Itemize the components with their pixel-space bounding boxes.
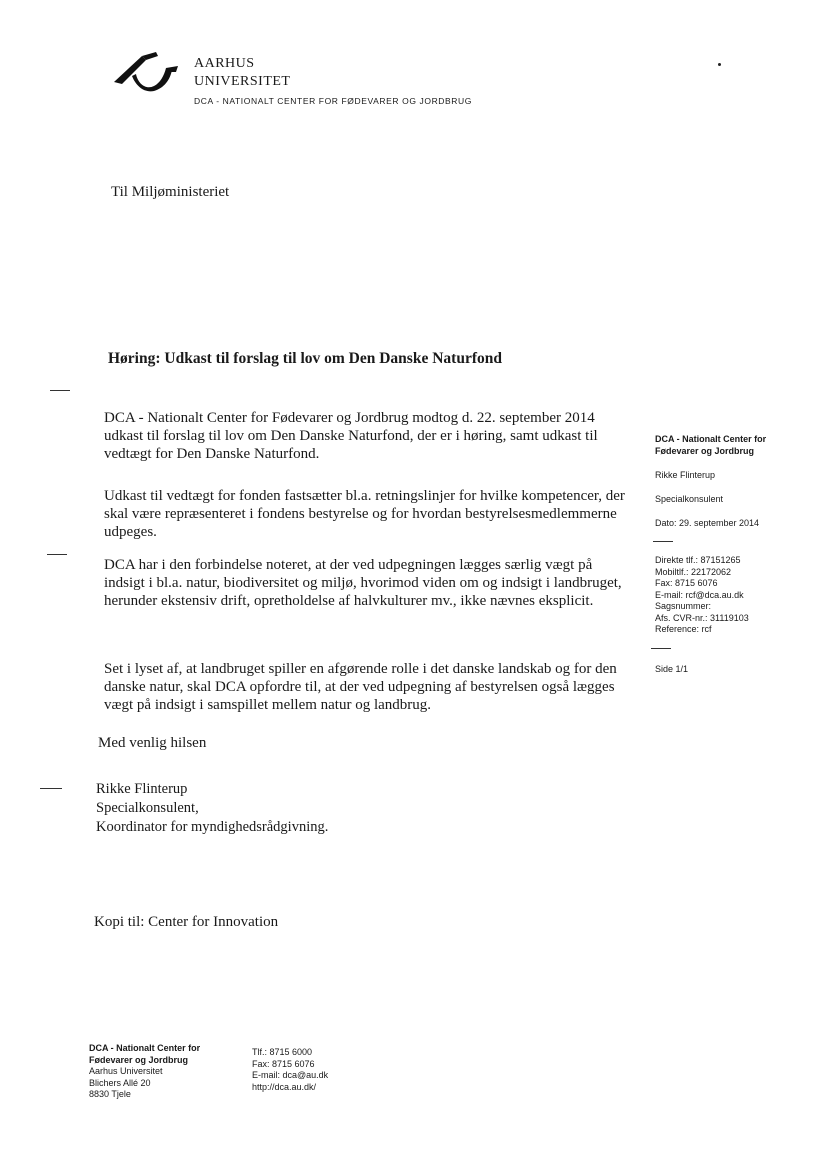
sidebar-mobile: Mobiltlf.: 22172062 <box>655 566 732 577</box>
sidebar-case-number: Sagsnummer: <box>655 601 712 611</box>
footer-org-line1: DCA - Nationalt Center for <box>89 1043 201 1053</box>
footer-fax: Fax: 8715 6076 <box>252 1058 315 1069</box>
signature-block <box>96 780 328 837</box>
sidebar-title: Specialkonsulent <box>655 494 724 504</box>
sidebar-date: Dato: 29. september 2014 <box>655 518 760 528</box>
sidebar-divider <box>653 541 673 542</box>
paragraph-4: Set i lyset af, at landbruget spiller en afgørende rolle i det danske landskab og for den danske natur, skal DCA opfordre til, at der ved udpegning af bestyrelsen også lægges vægt på indsigt i samspillet mellem natur og landbrug. <box>104 661 617 713</box>
closing: Med venlig hilsen <box>98 735 207 751</box>
footer-email: E-mail: dca@au.dk <box>252 1070 329 1080</box>
signature-role: Koordinator for myndighedsrådgivning. <box>96 819 329 835</box>
sidebar-org-line1: DCA - Nationalt Center for <box>655 434 767 444</box>
footer-street: Blichers Allé 20 <box>89 1077 151 1088</box>
sidebar-divider <box>651 648 671 649</box>
paragraph-2: Udkast til vedtægt for fonden fastsætter bl.a. retningslinjer for hvilke kompetencer, der skal være repræsenteret i fondens bestyrelse og for hvordan bestyrelsesmedlemmerne udpeges. <box>104 488 625 540</box>
sidebar-contact <box>655 555 749 636</box>
signature-name: Rikke Flinterup <box>96 781 188 797</box>
sidebar-reference: Reference: rcf <box>655 624 712 634</box>
sidebar-fax: Fax: 8715 6076 <box>655 578 718 588</box>
signature-title: Specialkonsulent, <box>96 800 199 816</box>
university-name-line2: UNIVERSITET <box>194 74 291 89</box>
sidebar-organization <box>655 434 766 457</box>
sidebar-name: Rikke Flinterup <box>655 470 716 480</box>
subject-heading: Høring: Udkast til forslag til lov om Den Danske Naturfond <box>108 350 502 367</box>
scan-speck <box>718 63 721 66</box>
footer-contact <box>252 1047 328 1093</box>
recipient: Til Miljøministeriet <box>111 184 230 200</box>
sidebar-cvr: Afs. CVR-nr.: 31119103 <box>655 612 749 623</box>
fold-mark <box>40 788 62 789</box>
fold-mark <box>50 390 70 391</box>
copy-to: Kopi til: Center for Innovation <box>94 914 279 930</box>
paragraph-1: DCA - Nationalt Center for Fødevarer og Jordbrug modtog d. 22. september 2014 udkast til forslag til lov om Den Danske Naturfond, der er i høring, samt udkast til vedtægt for Den Danske Naturfond. <box>104 410 598 462</box>
university-name-line1: AARHUS <box>194 56 255 71</box>
sidebar-direct-phone: Direkte tlf.: 87151265 <box>655 555 741 565</box>
footer-university: Aarhus Universitet <box>89 1066 163 1076</box>
paragraph-3: DCA har i den forbindelse noteret, at der ved udpegningen lægges særlig vægt på indsigt i bl.a. natur, biodiversitet og miljø, hvorimod viden om og indsigt i landbruget, herunder ekstensiv drift, opretholdelse af halvkulturer mv., ikke nævnes eksplicit. <box>104 557 622 609</box>
sidebar-email: E-mail: rcf@dca.au.dk <box>655 589 744 600</box>
footer-org-line2: Fødevarer og Jordbrug <box>89 1054 189 1065</box>
footer-address <box>89 1043 200 1101</box>
fold-mark <box>47 554 67 555</box>
footer-phone: Tlf.: 8715 6000 <box>252 1047 313 1057</box>
footer-city: 8830 Tjele <box>89 1089 131 1099</box>
sidebar-org-line2: Fødevarer og Jordbrug <box>655 445 755 456</box>
sidebar-page-number: Side 1/1 <box>655 664 689 674</box>
footer-website: http://dca.au.dk/ <box>252 1081 317 1092</box>
department-name: DCA - NATIONALT CENTER FOR FØDEVARER OG JORDBRUG <box>194 96 472 106</box>
au-logo-icon <box>112 50 182 92</box>
